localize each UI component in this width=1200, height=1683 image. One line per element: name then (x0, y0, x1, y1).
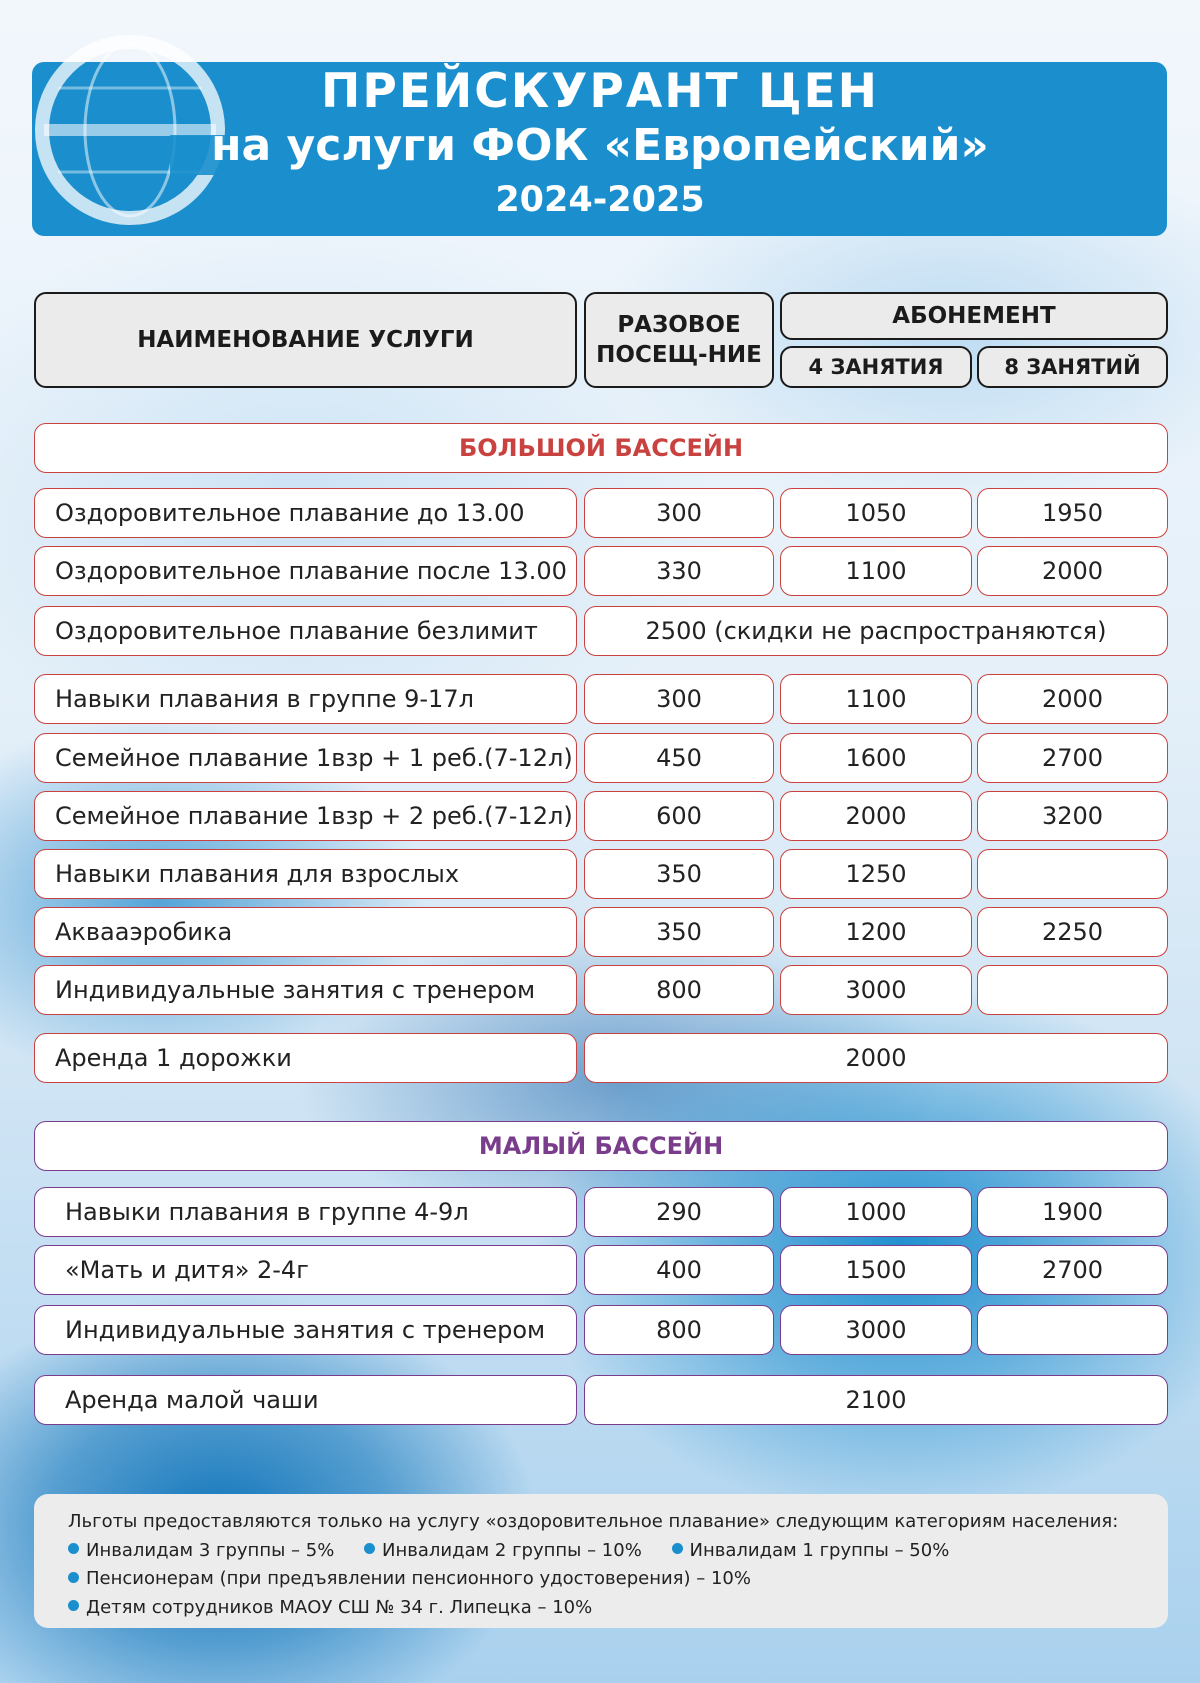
service-name-cell-text: Оздоровительное плавание после 13.00 (55, 557, 567, 585)
price-4-sessions-cell-text: 2000 (845, 802, 907, 830)
price-single-cell (584, 546, 774, 596)
price-single-cell-text: 800 (656, 976, 702, 1004)
price-single-cell-text: 600 (656, 802, 702, 830)
service-name-cell (34, 791, 577, 841)
service-name-cell-text: Семейное плавание 1взр + 2 реб.(7-12л) (55, 802, 573, 830)
price-single-cell (584, 907, 774, 957)
price-4-sessions-cell-text: 1500 (845, 1256, 907, 1284)
price-4-sessions-cell-text: 1200 (845, 918, 907, 946)
price-8-sessions-cell (977, 965, 1168, 1015)
header-service: НАИМЕНОВАНИЕ УСЛУГИ (34, 292, 577, 388)
header-single-visit (584, 292, 774, 388)
price-single-cell (584, 1305, 774, 1355)
price-4-sessions-cell-text: 1000 (845, 1198, 907, 1226)
service-name-cell (34, 546, 577, 596)
service-name-cell (34, 1187, 577, 1237)
price-4-sessions-cell (780, 907, 972, 957)
benefit-item: Инвалидам 3 группы – 5% (68, 1540, 334, 1561)
service-name-cell-text: Навыки плавания в группе 9-17л (55, 685, 474, 713)
service-name-cell (34, 849, 577, 899)
service-name-cell (34, 733, 577, 783)
bullet-icon (68, 1543, 79, 1554)
price-4-sessions-cell (780, 488, 972, 538)
service-name-cell-text: Аренда малой чаши (65, 1386, 319, 1414)
price-single-cell (584, 791, 774, 841)
price-8-sessions-cell (977, 674, 1168, 724)
price-single-cell-text: 800 (656, 1316, 702, 1344)
price-single-cell-text: 330 (656, 557, 702, 585)
header-subscription: АБОНЕМЕНТ (780, 292, 1168, 340)
price-single-cell-text: 290 (656, 1198, 702, 1226)
header-single-line-1: РАЗОВОЕ (617, 312, 741, 338)
price-single-cell-text: 400 (656, 1256, 702, 1284)
price-merged-cell (584, 1033, 1168, 1083)
header-8-sessions: 8 ЗАНЯТИЙ (977, 346, 1168, 388)
price-8-sessions-cell (977, 733, 1168, 783)
price-8-sessions-cell-text: 1950 (1041, 499, 1104, 527)
service-name-cell-text: Оздоровительное плавание безлимит (55, 617, 538, 645)
service-name-cell (34, 488, 577, 538)
service-name-cell (34, 606, 577, 656)
price-single-cell-text: 350 (656, 918, 702, 946)
price-single-cell (584, 965, 774, 1015)
benefits-line-2 (68, 1565, 1168, 1594)
price-4-sessions-cell (780, 1305, 972, 1355)
price-8-sessions-cell-text: 2000 (1041, 557, 1104, 585)
price-single-cell (584, 1187, 774, 1237)
price-8-sessions-cell (977, 488, 1168, 538)
service-name-cell (34, 1375, 577, 1425)
price-merged-cell (584, 606, 1168, 656)
header-4-sessions: 4 ЗАНЯТИЯ (780, 346, 972, 388)
price-4-sessions-cell (780, 546, 972, 596)
service-name-cell (34, 674, 577, 724)
price-single-cell (584, 733, 774, 783)
service-name-cell-text: Навыки плавания в группе 4-9л (65, 1198, 469, 1226)
service-name-cell (34, 965, 577, 1015)
price-merged-cell-text: 2100 (845, 1386, 907, 1414)
price-4-sessions-cell (780, 791, 972, 841)
benefit-item: Детям сотрудников МАОУ СШ № 34 г. Липецка – 10% (68, 1597, 592, 1618)
bullet-icon (672, 1543, 683, 1554)
price-4-sessions-cell-text: 3000 (845, 976, 907, 1004)
bullet-icon (68, 1572, 79, 1583)
price-4-sessions-cell-text: 1050 (845, 499, 907, 527)
price-8-sessions-cell (977, 546, 1168, 596)
price-8-sessions-cell-text: 3200 (1041, 802, 1104, 830)
service-name-cell (34, 1305, 577, 1355)
price-4-sessions-cell-text: 3000 (845, 1316, 907, 1344)
service-name-cell-text: Индивидуальные занятия с тренером (55, 976, 536, 1004)
price-4-sessions-cell (780, 965, 972, 1015)
price-8-sessions-cell (977, 1187, 1168, 1237)
service-name-cell-text: Семейное плавание 1взр + 1 реб.(7-12л) (55, 744, 573, 772)
price-8-sessions-cell (977, 1245, 1168, 1295)
price-8-sessions-cell-text: 2250 (1041, 918, 1104, 946)
price-4-sessions-cell-text: 1100 (845, 557, 907, 585)
price-8-sessions-cell-text: 2700 (1041, 744, 1104, 772)
price-single-cell (584, 674, 774, 724)
benefit-item: Инвалидам 2 группы – 10% (364, 1540, 642, 1561)
service-name-cell-text: Аренда 1 дорожки (55, 1044, 292, 1072)
section-big-pool: БОЛЬШОЙ БАССЕЙН (34, 423, 1168, 473)
price-8-sessions-cell (977, 791, 1168, 841)
price-8-sessions-cell-text: 1900 (1041, 1198, 1104, 1226)
benefits-line-3 (68, 1594, 1168, 1623)
service-name-cell-text: «Мать и дитя» 2-4г (65, 1256, 309, 1284)
service-name-cell-text: Оздоровительное плавание до 13.00 (55, 499, 525, 527)
price-4-sessions-cell-text: 1600 (845, 744, 907, 772)
service-name-cell-text: Навыки плавания для взрослых (55, 860, 460, 888)
benefit-item: Пенсионерам (при предъявлении пенсионного удостоверения) – 10% (68, 1568, 751, 1589)
price-single-cell-text: 450 (656, 744, 702, 772)
price-8-sessions-cell-text: 2700 (1041, 1256, 1104, 1284)
title-line-3: 2024-2025 (495, 180, 705, 220)
price-4-sessions-cell (780, 849, 972, 899)
section-small-pool: МАЛЫЙ БАССЕЙН (34, 1121, 1168, 1171)
benefits-line-1 (68, 1537, 1168, 1566)
price-8-sessions-cell-text: 2000 (1041, 685, 1104, 713)
price-single-cell-text: 300 (656, 685, 702, 713)
title-line-2: на услуги ФОК «Европейский» (211, 120, 989, 171)
price-single-cell (584, 849, 774, 899)
service-name-cell (34, 907, 577, 957)
price-8-sessions-cell (977, 1305, 1168, 1355)
benefits-panel (34, 1494, 1168, 1628)
price-8-sessions-cell (977, 849, 1168, 899)
price-4-sessions-cell-text: 1250 (845, 860, 907, 888)
price-single-cell-text: 350 (656, 860, 702, 888)
price-single-cell (584, 1245, 774, 1295)
service-name-cell-text: Индивидуальные занятия с тренером (65, 1316, 546, 1344)
header-single-line-2: ПОСЕЩ-НИЕ (596, 342, 762, 368)
price-4-sessions-cell (780, 1245, 972, 1295)
price-merged-cell (584, 1375, 1168, 1425)
service-name-cell (34, 1033, 577, 1083)
bullet-icon (68, 1600, 79, 1611)
service-name-cell-text: Аквааэробика (55, 918, 233, 946)
price-merged-cell-text: 2500 (скидки не распространяются) (645, 617, 1107, 645)
price-4-sessions-cell (780, 1187, 972, 1237)
price-4-sessions-cell (780, 733, 972, 783)
bullet-icon (364, 1543, 375, 1554)
price-merged-cell-text: 2000 (845, 1044, 907, 1072)
benefits-intro: Льготы предоставляются только на услугу «оздоровительное плавание» следующим категориям населения: (68, 1511, 1119, 1532)
price-8-sessions-cell (977, 907, 1168, 957)
service-name-cell (34, 1245, 577, 1295)
benefit-item: Инвалидам 1 группы – 50% (672, 1540, 950, 1561)
title-line-1: ПРЕЙСКУРАНТ ЦЕН (321, 64, 879, 119)
price-4-sessions-cell (780, 674, 972, 724)
price-single-cell (584, 488, 774, 538)
price-single-cell-text: 300 (656, 499, 702, 527)
price-4-sessions-cell-text: 1100 (845, 685, 907, 713)
